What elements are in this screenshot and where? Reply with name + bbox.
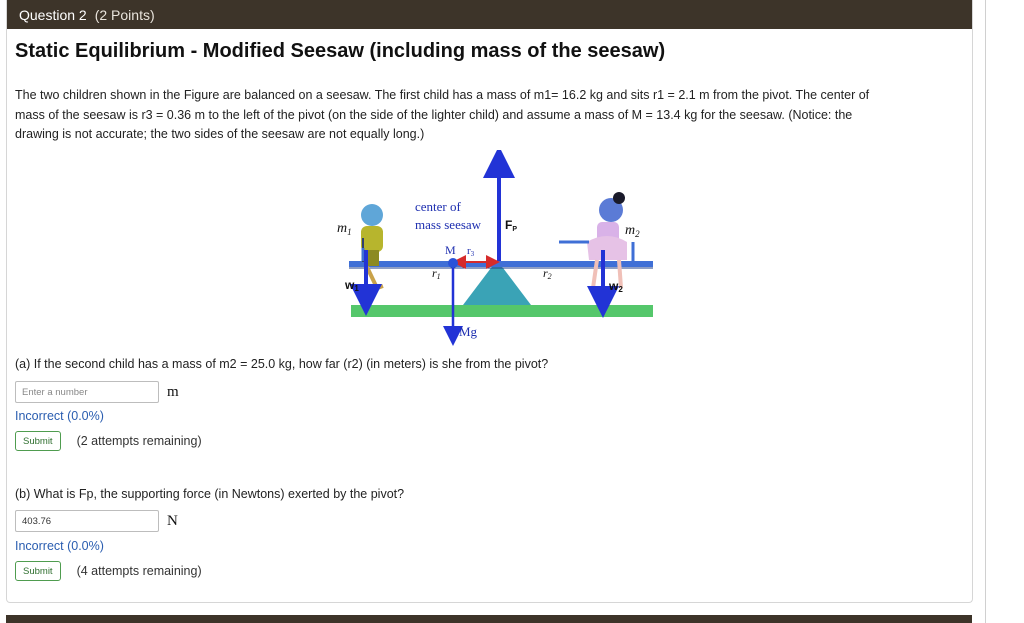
label-r1: r1 <box>432 266 441 281</box>
part-a-unit: m <box>167 383 179 400</box>
part-a-status: Incorrect (0.0%) <box>15 409 104 423</box>
label-r3: r3 <box>467 245 475 258</box>
part-a-answer-row <box>15 381 179 403</box>
label-center-line1: center of <box>415 199 461 214</box>
part-a-submit-row <box>15 431 202 451</box>
next-question-header-bar <box>6 615 972 623</box>
center-of-mass-dot <box>448 258 458 268</box>
question-points: (2 Points) <box>94 6 155 23</box>
question-title: Static Equilibrium - Modified Seesaw (including mass of the seesaw) <box>15 40 666 62</box>
question-header-bar <box>7 0 972 29</box>
part-b-attempts: (4 attempts remaining) <box>76 564 202 578</box>
label-m2: $m_2$ <box>625 223 640 239</box>
label-r2: r2 <box>543 266 552 281</box>
ground <box>351 305 653 317</box>
child-right-icon <box>587 192 627 288</box>
label-m1: $m_1$ <box>337 221 352 237</box>
label-M: M <box>445 243 456 257</box>
label-fp: FP <box>505 218 518 233</box>
part-b-submit-button[interactable]: Submit <box>15 561 61 581</box>
problem-line: The two children shown in the Figure are balanced on a seesaw. The first child has a mass of m1= 16.2 kg and sits r1 = 2.1 m from the pivot. The center of <box>15 88 870 102</box>
part-a-answer-input[interactable] <box>15 381 159 403</box>
part-a-question: (a) If the second child has a mass of m2 = 25.0 kg, how far (r2) (in meters) is she from the pivot? <box>15 357 549 371</box>
seesaw-board <box>349 261 653 267</box>
problem-line: mass of the seesaw is r3 = 0.36 m to the left of the pivot (on the side of the lighter child) and assume a mass of M = 13.4 kg for the seesaw. (Notice: the <box>15 107 853 122</box>
part-a-attempts: (2 attempts remaining) <box>76 434 202 448</box>
part-b-submit-row <box>15 561 202 581</box>
seesaw-figure <box>327 150 667 350</box>
label-mg: Mg <box>459 324 478 339</box>
part-b-unit: N <box>167 512 178 529</box>
label-w1: w1 <box>345 278 359 293</box>
label-w2: w2 <box>609 279 623 294</box>
page-divider <box>985 0 986 623</box>
part-b-question: (b) What is Fp, the supporting force (in Newtons) exerted by the pivot? <box>15 487 405 501</box>
question-card <box>6 0 973 603</box>
part-a-submit-button[interactable]: Submit <box>15 431 61 451</box>
part-b-status: Incorrect (0.0%) <box>15 539 104 553</box>
label-center-line2: mass seesaw <box>415 217 482 232</box>
problem-line: drawing is not accurate; the two sides of the seesaw are not equally long.) <box>15 127 425 141</box>
question-number: Question 2 <box>19 6 87 23</box>
part-b-answer-row <box>15 510 178 532</box>
problem-statement <box>15 86 965 145</box>
part-b-answer-input[interactable] <box>15 510 159 532</box>
